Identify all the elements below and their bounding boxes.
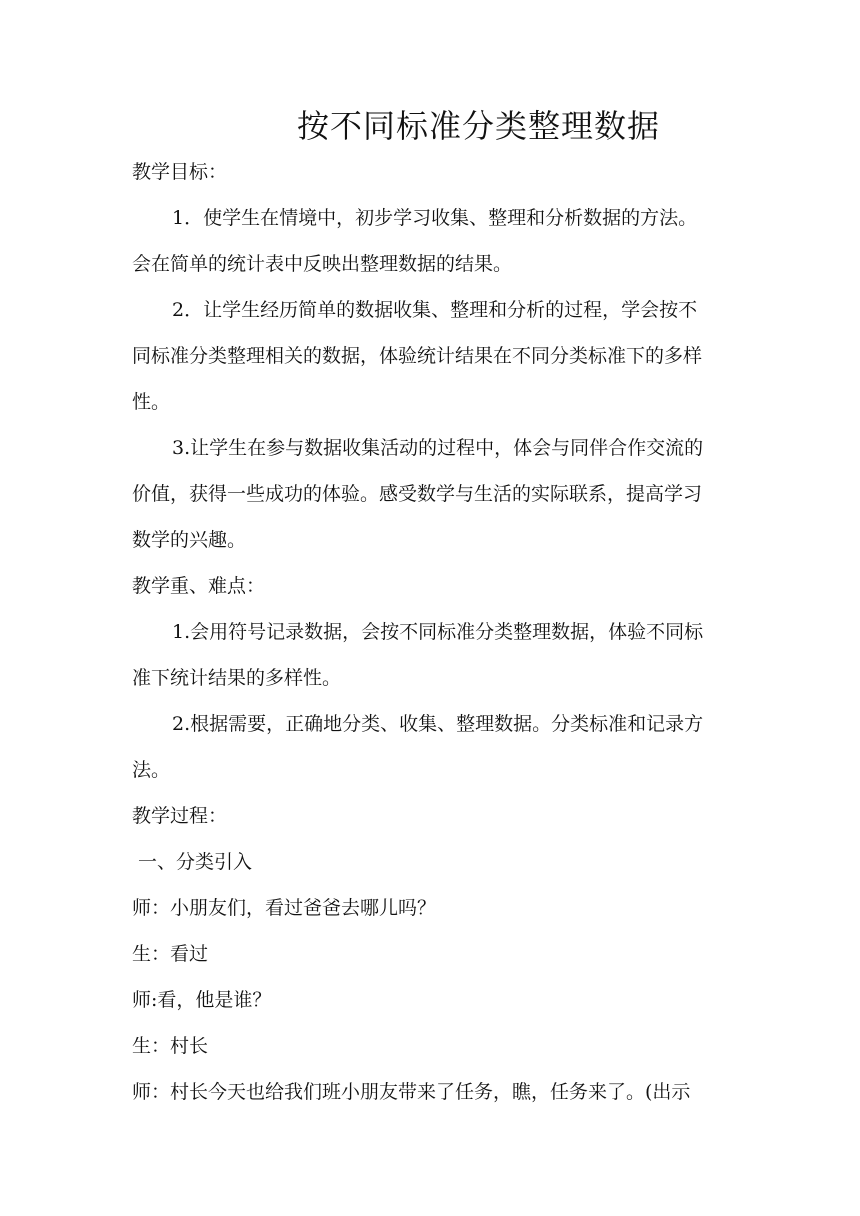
paragraph-line: 1.会用符号记录数据，会按不同标准分类整理数据，体验不同标 — [172, 621, 704, 643]
document-title: 按不同标准分类整理数据 — [297, 107, 661, 145]
paragraph-line: 性。 — [132, 391, 171, 413]
section-heading-process: 教学过程： — [132, 805, 228, 827]
dialogue-line: 师:看，他是谁？ — [132, 989, 272, 1011]
paragraph-line: 3.让学生在参与数据收集活动的过程中，体会与同伴合作交流的 — [172, 437, 704, 459]
paragraph-line: 数学的兴趣。 — [132, 529, 247, 551]
paragraph-line: 2.根据需要，正确地分类、收集、整理数据。分类标准和记录方 — [172, 713, 704, 735]
paragraph-line: 准下统计结果的多样性。 — [132, 667, 342, 689]
paragraph-line: 法。 — [132, 759, 171, 781]
dialogue-line: 师：小朋友们，看过爸爸去哪儿吗？ — [132, 897, 437, 919]
section-heading-key-points: 教学重、难点： — [132, 575, 266, 597]
dialogue-line: 师：村长今天也给我们班小朋友带来了任务，瞧，任务来了。(出示 — [132, 1081, 691, 1103]
paragraph-line: 同标准分类整理相关的数据，体验统计结果在不同分类标准下的多样 — [132, 345, 703, 367]
paragraph-line: 1．使学生在情境中，初步学习收集、整理和分析数据的方法。 — [172, 207, 698, 229]
section-heading-objectives: 教学目标： — [132, 161, 228, 183]
paragraph-line: 2．让学生经历简单的数据收集、整理和分析的过程，学会按不 — [172, 299, 698, 321]
dialogue-line: 生：村长 — [132, 1035, 209, 1057]
subsection-heading: 一、分类引入 — [138, 851, 253, 873]
paragraph-line: 会在简单的统计表中反映出整理数据的结果。 — [132, 253, 513, 275]
dialogue-line: 生：看过 — [132, 943, 209, 965]
paragraph-line: 价值，获得一些成功的体验。感受数学与生活的实际联系，提高学习 — [132, 483, 703, 505]
